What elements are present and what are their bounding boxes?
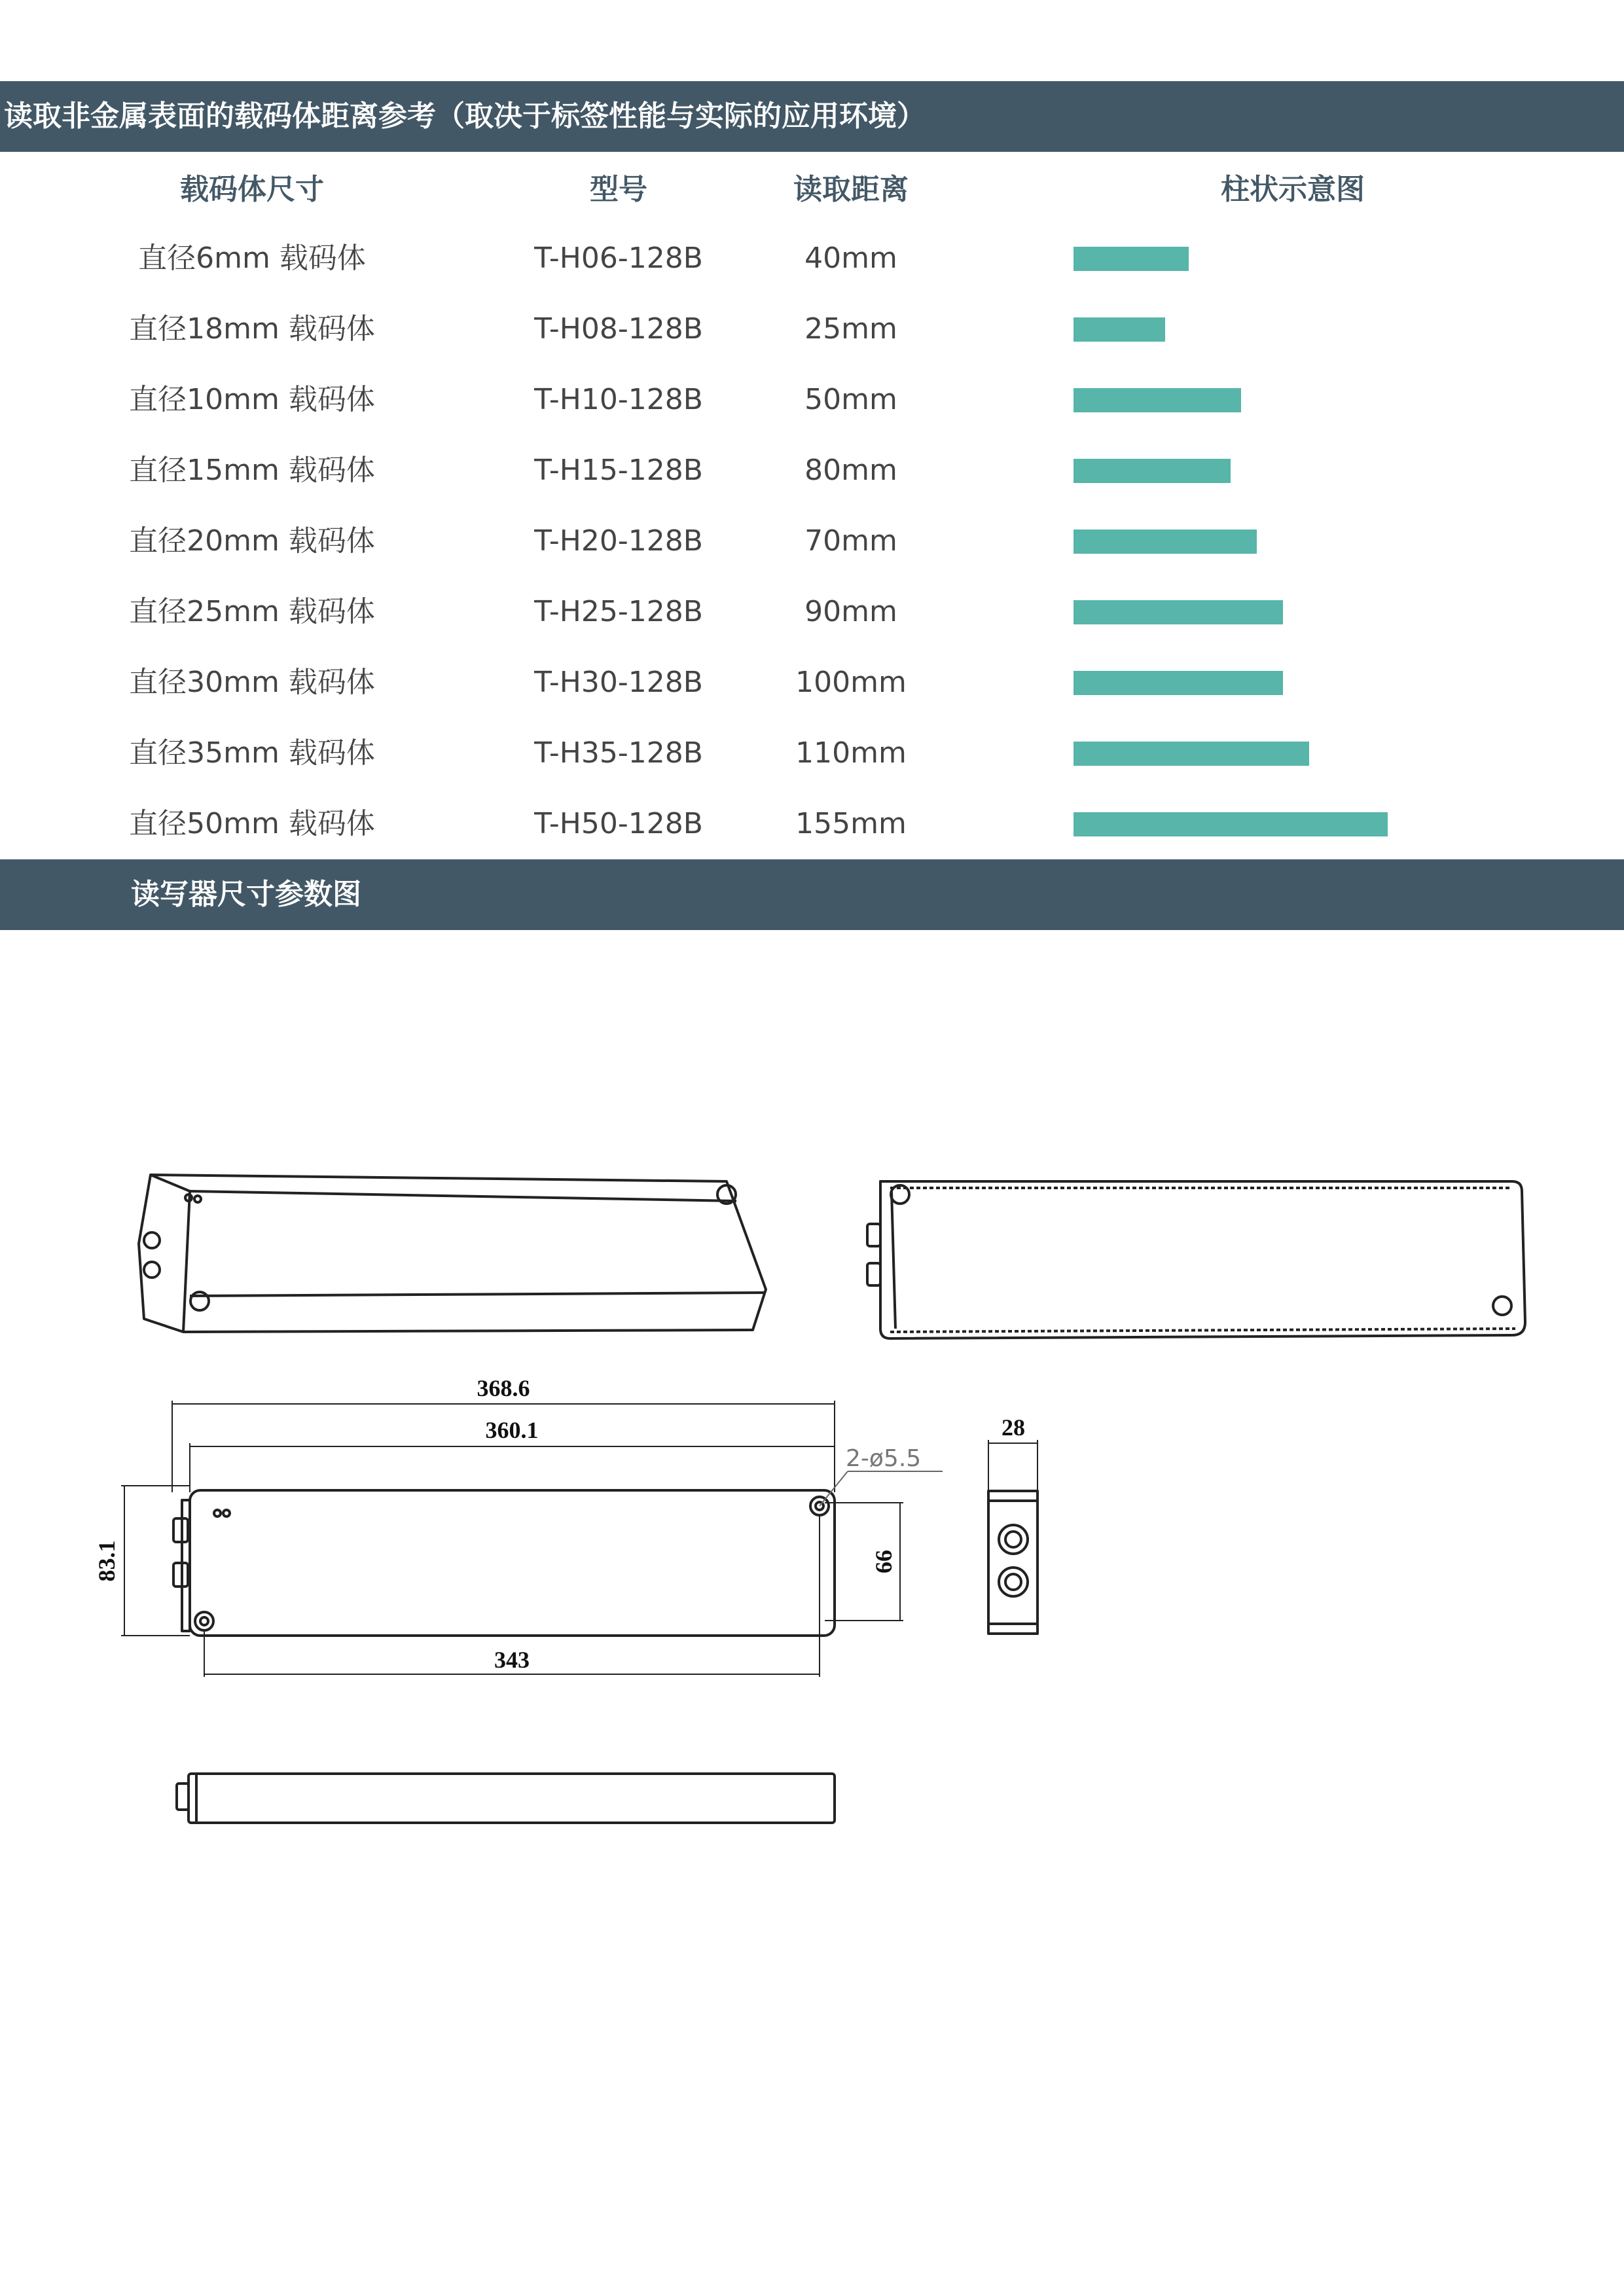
table-row <box>0 365 1624 435</box>
tag-size: 直径35mm 载码体 <box>129 736 375 770</box>
tag-size: 直径15mm 载码体 <box>129 454 375 487</box>
read-distance: 155mm <box>795 807 907 840</box>
reader-iso-view-left <box>139 1175 766 1332</box>
tag-size: 直径10mm 载码体 <box>129 383 375 416</box>
table-row <box>0 294 1624 365</box>
read-distance: 40mm <box>804 242 897 275</box>
read-distance: 80mm <box>804 454 897 487</box>
tag-model: T-H25-128B <box>534 595 703 628</box>
tag-size: 直径18mm 载码体 <box>129 312 375 346</box>
dim-body-length: 360.1 <box>485 1417 539 1443</box>
distance-bar <box>1074 247 1189 271</box>
tag-size: 直径6mm 载码体 <box>138 242 366 275</box>
read-distance: 100mm <box>795 666 907 699</box>
section-title-dimensions: 读写器尺寸参数图 <box>0 859 1624 930</box>
distance-bar <box>1074 317 1165 342</box>
read-distance: 110mm <box>795 736 907 770</box>
dim-height: 83.1 <box>94 1540 120 1582</box>
tag-model: T-H08-128B <box>534 312 703 346</box>
distance-bar <box>1074 388 1241 412</box>
reader-dimension-drawing <box>0 942 1624 1859</box>
distance-bar <box>1074 742 1309 766</box>
reader-iso-view-right <box>867 1181 1525 1338</box>
distance-bar <box>1074 812 1388 836</box>
table-row <box>0 435 1624 506</box>
tag-model: T-H10-128B <box>534 383 703 416</box>
section-title-read-distance: 读取非金属表面的载码体距离参考（取决于标签性能与实际的应用环境） <box>0 81 1624 152</box>
tag-model: T-H35-128B <box>534 736 703 770</box>
reader-side-view <box>988 1491 1038 1634</box>
table-row <box>0 789 1624 859</box>
tag-model: T-H20-128B <box>534 524 703 558</box>
tag-model: T-H50-128B <box>534 807 703 840</box>
distance-bar <box>1074 671 1283 695</box>
table-row <box>0 506 1624 577</box>
header-model: 型号 <box>590 173 647 206</box>
tag-size: 直径25mm 载码体 <box>129 595 375 628</box>
tag-model: T-H30-128B <box>534 666 703 699</box>
reader-bottom-view <box>177 1774 835 1823</box>
dim-overall-length: 368.6 <box>477 1375 530 1401</box>
table-row <box>0 223 1624 294</box>
read-distance: 70mm <box>804 524 897 558</box>
tag-size: 直径20mm 载码体 <box>129 524 375 558</box>
header-chart: 柱状示意图 <box>1221 173 1365 206</box>
dim-holes: 2-ø5.5 <box>846 1445 922 1472</box>
tag-model: T-H15-128B <box>534 454 703 487</box>
read-distance: 50mm <box>804 383 897 416</box>
tag-size: 直径30mm 载码体 <box>129 666 375 699</box>
read-distance: 25mm <box>804 312 897 346</box>
tag-model: T-H06-128B <box>534 242 703 275</box>
distance-bar <box>1074 600 1283 624</box>
dim-thickness: 28 <box>1001 1414 1025 1441</box>
table-row <box>0 718 1624 789</box>
header-distance: 读取距离 <box>793 173 909 206</box>
table-row <box>0 647 1624 718</box>
header-size: 载码体尺寸 <box>180 173 324 206</box>
dim-hole-spacing: 343 <box>494 1647 530 1673</box>
dim-hole-pitch: 66 <box>871 1550 897 1573</box>
distance-bar <box>1074 459 1231 483</box>
reader-front-view <box>173 1490 835 1636</box>
table-row <box>0 577 1624 647</box>
distance-bar <box>1074 529 1257 554</box>
tag-size: 直径50mm 载码体 <box>129 807 375 840</box>
read-distance: 90mm <box>804 595 897 628</box>
